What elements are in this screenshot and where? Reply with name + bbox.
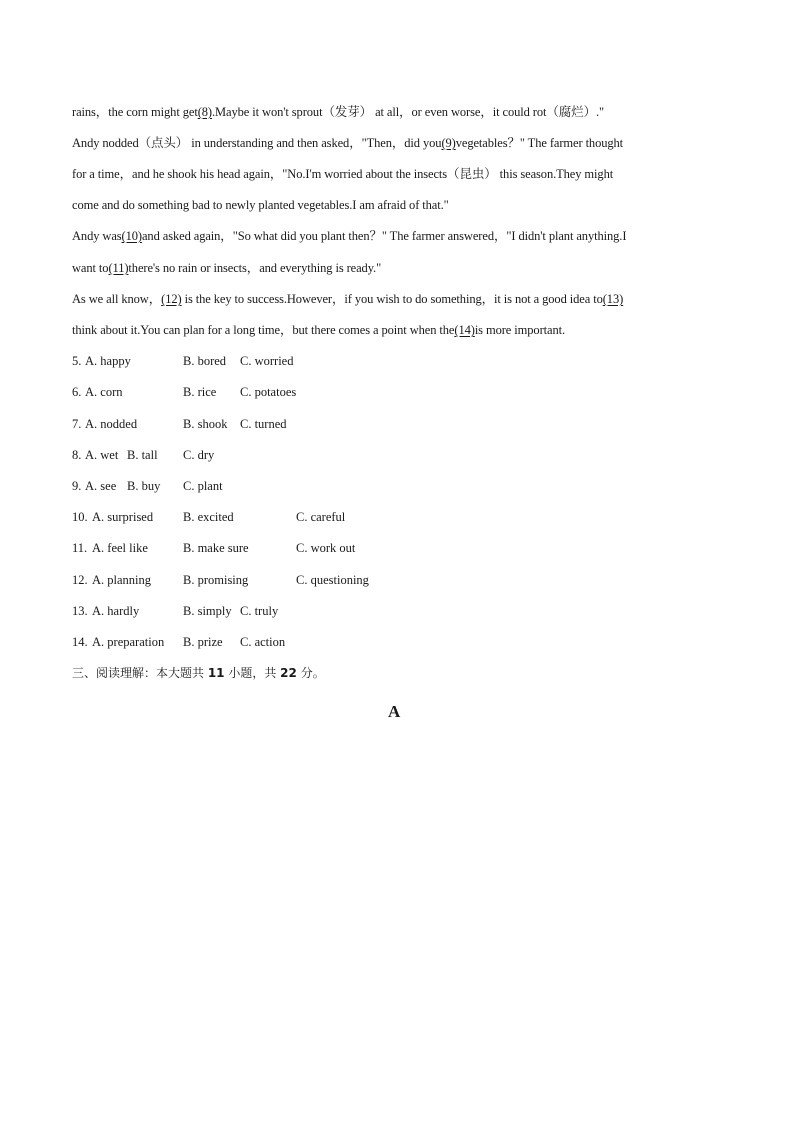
option-c: C. potatoes	[240, 385, 297, 399]
passage-line-4	[72, 197, 722, 213]
option-a: A. hardly	[92, 604, 140, 618]
passage-line-2	[72, 135, 722, 151]
option-c: C. plant	[183, 479, 223, 493]
option-c: C. turned	[240, 417, 287, 431]
question-number: 13.	[72, 604, 88, 618]
blank-8: (8)	[197, 105, 212, 119]
passage-text: Andy nodded（点头） in understanding and then asked，"Then，did you	[72, 136, 442, 150]
option-b: B. prize	[183, 635, 223, 649]
question-count: 11	[207, 666, 225, 680]
question-number: 9.	[72, 479, 82, 493]
passage-line-8	[72, 322, 722, 338]
option-b: B. rice	[183, 385, 217, 399]
option-c: C. careful	[296, 510, 346, 524]
total-score: 22	[280, 666, 297, 680]
question-number: 8.	[72, 448, 82, 462]
passage-text: vegetables？" The farmer thought	[455, 136, 624, 150]
passage-text: for a time，and he shook his head again，"No.I'm worried about the insects（昆虫） this season.They might	[72, 167, 614, 181]
option-a: A. planning	[92, 573, 152, 587]
passage-text: there's no rain or insects，and everything is ready."	[128, 261, 382, 275]
option-a: A. nodded	[85, 417, 138, 431]
option-b: B. bored	[183, 354, 227, 368]
option-a: A. corn	[85, 385, 123, 399]
option-b: B. promising	[183, 573, 249, 587]
option-c: C. action	[240, 635, 286, 649]
section-heading	[72, 665, 325, 681]
option-a: A. wet	[85, 448, 119, 462]
option-c: C. worried	[240, 354, 294, 368]
option-c: C. dry	[183, 448, 215, 462]
option-b: B. excited	[183, 510, 234, 524]
passage-line-7	[72, 291, 722, 307]
passage-text: come and do something bad to newly planted vegetables.I am afraid of that."	[72, 198, 449, 212]
passage-text: As we all know，	[72, 292, 162, 306]
blank-13: (13)	[602, 292, 624, 306]
option-c: C. work out	[296, 541, 356, 555]
question-number: 11.	[72, 541, 88, 555]
blank-10: (10)	[121, 229, 142, 243]
question-number: 10.	[72, 510, 88, 524]
passage-text: .Maybe it won't sprout（发芽） at all，or even worse，it could rot（腐烂）."	[211, 105, 604, 119]
section-text: 三、阅读理解：本大题共	[72, 666, 208, 680]
option-b: B. shook	[183, 417, 228, 431]
option-b: B. make sure	[183, 541, 249, 555]
passage-text: think about it.You can plan for a long time，but there comes a point when the	[72, 323, 455, 337]
option-b: B. buy	[127, 479, 161, 493]
option-c: C. truly	[240, 604, 279, 618]
passage-line-5	[72, 228, 722, 244]
passage-text: is the key to success.However，if you wish to do something，it is not a good idea to	[181, 292, 603, 306]
blank-14: (14)	[454, 323, 475, 337]
question-number: 5.	[72, 354, 82, 368]
option-a: A. feel like	[92, 541, 148, 555]
option-b: B. simply	[183, 604, 232, 618]
section-text: 分。	[296, 666, 325, 680]
passage-text: want to	[72, 261, 109, 275]
passage-text: and asked again，"So what did you plant then？" The farmer answered，"I didn't plant anything.I	[141, 229, 627, 243]
blank-12: (12)	[161, 292, 182, 306]
passage-text: Andy was	[72, 229, 122, 243]
passage-text: is more important.	[474, 323, 566, 337]
option-a: A. see	[85, 479, 117, 493]
option-a: A. surprised	[92, 510, 154, 524]
question-number: 12.	[72, 573, 88, 587]
option-a: A. happy	[85, 354, 131, 368]
passage-line-1	[72, 104, 722, 120]
option-c: C. questioning	[296, 573, 369, 587]
section-text: 小题，共	[224, 666, 281, 680]
passage-line-3	[72, 166, 722, 182]
question-number: 7.	[72, 417, 82, 431]
blank-11: (11)	[108, 261, 129, 275]
option-a: A. preparation	[92, 635, 165, 649]
passage-heading: A	[388, 702, 401, 721]
question-number: 6.	[72, 385, 82, 399]
question-number: 14.	[72, 635, 88, 649]
passage-line-6	[72, 260, 722, 276]
passage-text: rains，the corn might get	[72, 105, 198, 119]
option-b: B. tall	[127, 448, 158, 462]
blank-9: (9)	[441, 136, 456, 150]
